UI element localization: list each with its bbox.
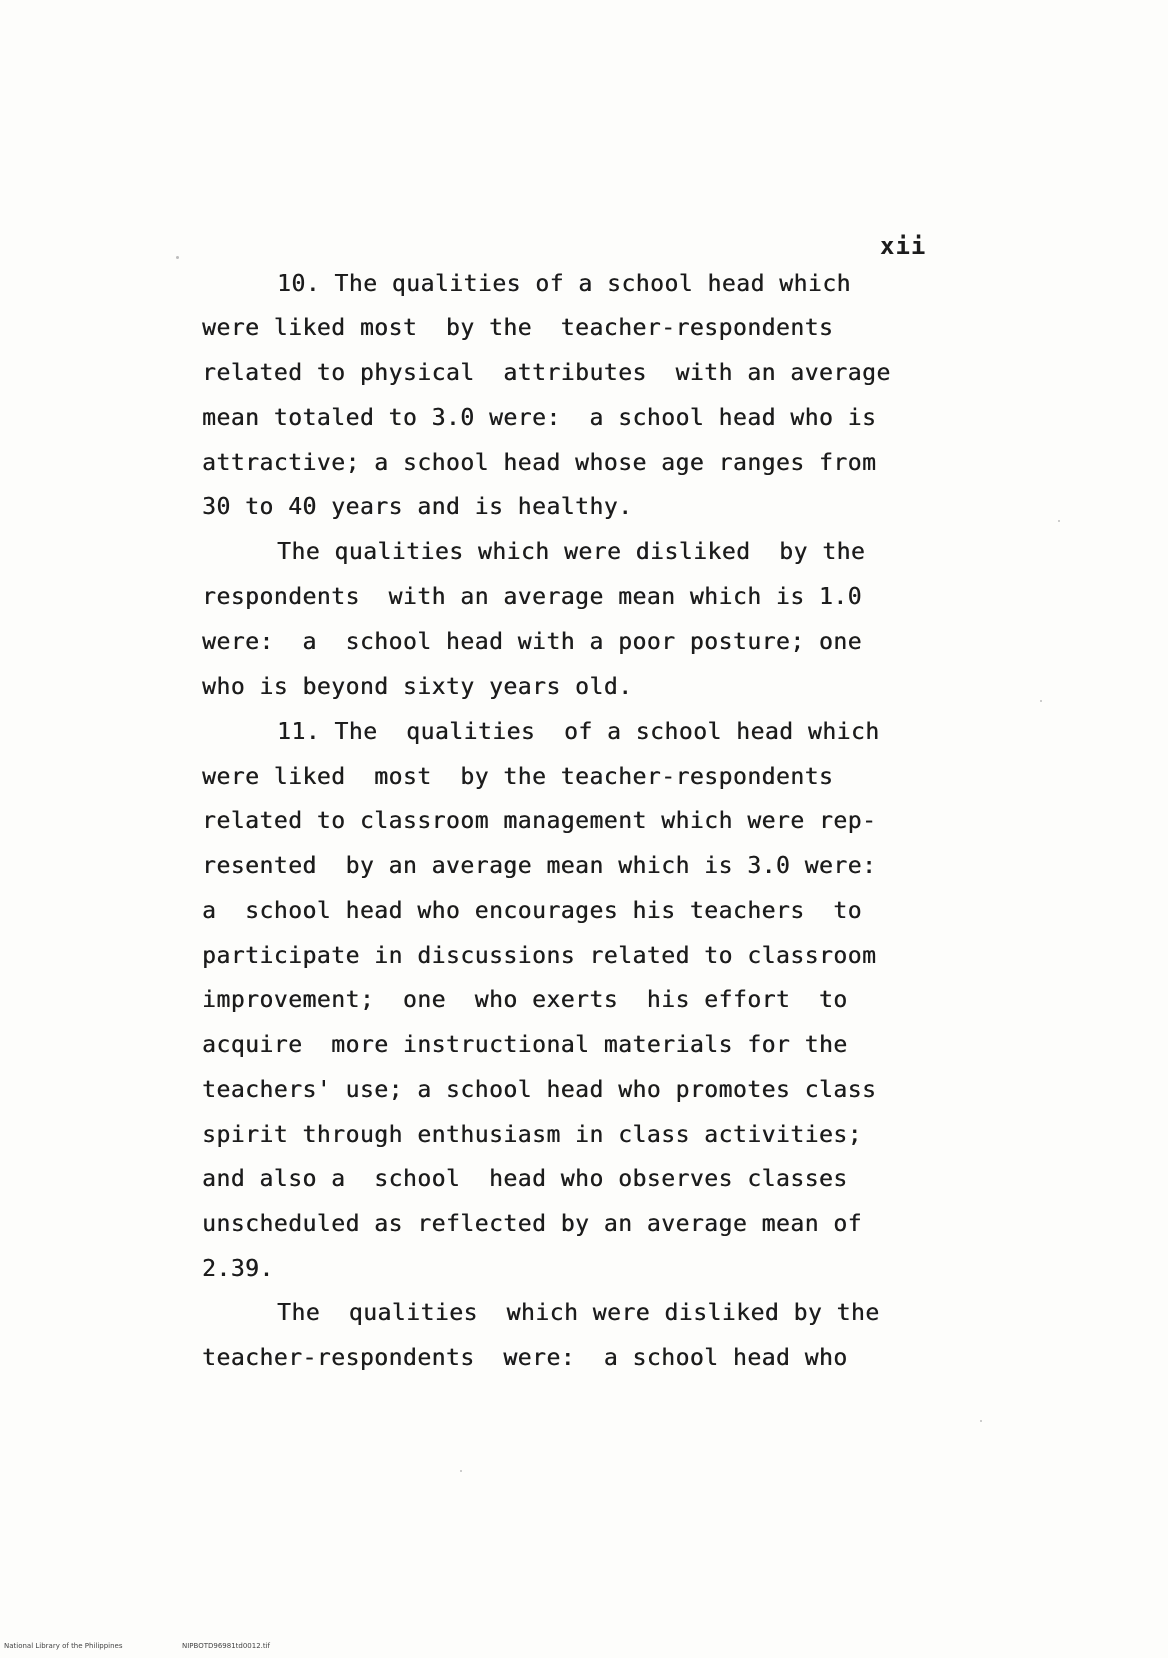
scan-speck [1058, 520, 1060, 522]
text-line: participate in discussions related to classroom [202, 943, 877, 969]
text-line: attractive; a school head whose age ranges from [202, 450, 877, 476]
text-line: mean totaled to 3.0 were: a school head who is [202, 405, 877, 431]
text-line: related to classroom management which were rep- [202, 808, 877, 834]
text-line: 2.39. [202, 1256, 274, 1282]
text-line: related to physical attributes with an average [202, 360, 891, 386]
text-line: a school head who encourages his teachers to [202, 898, 862, 924]
text-line: unscheduled as reflected by an average mean of [202, 1211, 862, 1237]
text-line: acquire more instructional materials for the [202, 1032, 848, 1058]
scan-speck [460, 1470, 462, 1472]
scan-speck [980, 1420, 982, 1422]
text-line: spirit through enthusiasm in class activities; [202, 1122, 862, 1148]
text-line: 11. The qualities of a school head which [277, 719, 880, 745]
text-line: 30 to 40 years and is healthy. [202, 494, 633, 520]
scan-speck [176, 256, 179, 259]
text-line: respondents with an average mean which is 1.0 [202, 584, 862, 610]
text-line: improvement; one who exerts his effort to [202, 987, 848, 1013]
text-line: 10. The qualities of a school head which [277, 271, 851, 297]
text-line: The qualities which were disliked by the [277, 539, 866, 565]
footer-file-name: NIPBOTD96981td0012.tif [182, 1642, 271, 1650]
text-line: teacher-respondents were: a school head who [202, 1345, 848, 1371]
text-line: were liked most by the teacher-respondents [202, 764, 834, 790]
text-line: teachers' use; a school head who promotes class [202, 1077, 877, 1103]
text-line: were: a school head with a poor posture; one [202, 629, 862, 655]
text-line: who is beyond sixty years old. [202, 674, 633, 700]
text-line: resented by an average mean which is 3.0 were: [202, 853, 877, 879]
text-line: The qualities which were disliked by the [277, 1300, 880, 1326]
text-line: and also a school head who observes classes [202, 1166, 848, 1192]
text-line: were liked most by the teacher-respondents [202, 315, 834, 341]
page-number: xii [880, 232, 927, 260]
footer-library-credit: National Library of the Philippines [4, 1642, 123, 1650]
scan-speck [1040, 700, 1042, 702]
